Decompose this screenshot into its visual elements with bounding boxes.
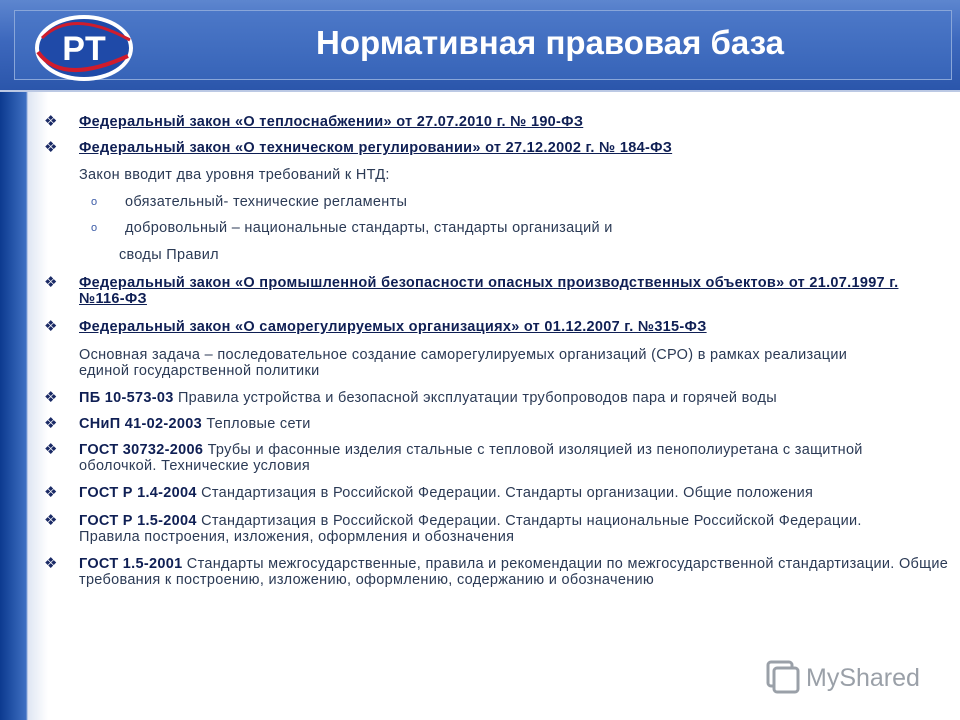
diamond-bullet-icon: ❖ <box>44 389 58 406</box>
logo-text: PT <box>62 30 106 68</box>
list-item <box>44 140 950 156</box>
standard-title: Стандартизация в Российской Федерации. Стандарты организации. Общие положения <box>201 485 814 501</box>
diamond-bullet-icon: ❖ <box>44 512 58 529</box>
standard-title: Трубы и фасонные изделия стальные с тепловой изоляцией из пенополиуретана с защитной оболочкой. Технические условия <box>79 442 863 474</box>
standard-code: ГОСТ 1.5-2001 <box>79 556 183 572</box>
law-link[interactable]: Федеральный закон «О саморегулируемых организациях» от 01.12.2007 г. №315-ФЗ <box>79 319 707 335</box>
circle-bullet-icon: o <box>91 196 98 208</box>
list-text: Основная задача – последовательное создание саморегулируемых организаций (СРО) в рамках реализации единой государственной политики <box>79 347 848 379</box>
law-link[interactable]: Федеральный закон «О промышленной безопасности опасных производственных объектов» от 21.07.1997 г. №116-ФЗ <box>79 275 899 307</box>
diamond-bullet-icon: ❖ <box>44 441 58 458</box>
sub-list-item <box>44 220 950 236</box>
list-item <box>44 247 950 263</box>
list-text: своды Правил <box>119 247 219 263</box>
diamond-bullet-icon: ❖ <box>44 113 58 130</box>
watermark-text: MyShared <box>806 664 920 692</box>
list-item <box>44 556 955 588</box>
standard-code: ПБ 10-573-03 <box>79 390 174 406</box>
list-item <box>44 416 950 432</box>
page-title: Нормативная правовая база <box>315 24 785 61</box>
standard-title: Стандарты межгосударственные, правила и рекомендации по межгосударственной стандартизации. Общие требования к построению, изложению, оформлению, содержанию и обозначению <box>79 556 949 588</box>
standard-code: СНиП 41-02-2003 <box>79 416 202 432</box>
standard-title: Стандартизация в Российской Федерации. Стандарты национальные Российской Федерации. Правила построения, изложения, оформления и обозначения <box>79 513 862 545</box>
diamond-bullet-icon: ❖ <box>44 318 58 335</box>
law-link[interactable]: Федеральный закон «О техническом регулировании» от 27.12.2002 г. № 184-ФЗ <box>79 140 673 156</box>
sub-list-item <box>44 194 950 210</box>
standard-title: Тепловые сети <box>206 416 311 432</box>
list-item <box>44 114 950 130</box>
content-list <box>44 110 950 588</box>
list-item <box>44 167 950 183</box>
list-item <box>44 513 915 545</box>
diamond-bullet-icon: ❖ <box>44 139 58 156</box>
list-item <box>44 390 950 406</box>
list-item <box>44 442 915 474</box>
standard-code: ГОСТ Р 1.4-2004 <box>79 485 197 501</box>
list-text: Закон вводит два уровня требований к НТД: <box>79 167 390 183</box>
standard-code: ГОСТ Р 1.5-2004 <box>79 513 197 529</box>
diamond-bullet-icon: ❖ <box>44 415 58 432</box>
sub-list-text: добровольный – национальные стандарты, стандарты организаций и <box>125 220 613 236</box>
list-item <box>44 485 950 501</box>
list-item <box>44 347 879 379</box>
diamond-bullet-icon: ❖ <box>44 274 58 291</box>
rt-logo-icon <box>32 12 136 84</box>
list-item <box>44 319 950 335</box>
myshared-watermark-icon <box>766 656 946 696</box>
list-item <box>44 275 915 307</box>
law-link[interactable]: Федеральный закон «О теплоснабжении» от 27.07.2010 г. № 190-ФЗ <box>79 114 584 130</box>
circle-bullet-icon: o <box>91 222 98 234</box>
diamond-bullet-icon: ❖ <box>44 484 58 501</box>
standard-title: Правила устройства и безопасной эксплуатации трубопроводов пара и горячей воды <box>177 390 778 406</box>
diamond-bullet-icon: ❖ <box>44 555 58 572</box>
standard-code: ГОСТ 30732-2006 <box>79 442 204 458</box>
sub-list-text: обязательный- технические регламенты <box>125 194 408 210</box>
